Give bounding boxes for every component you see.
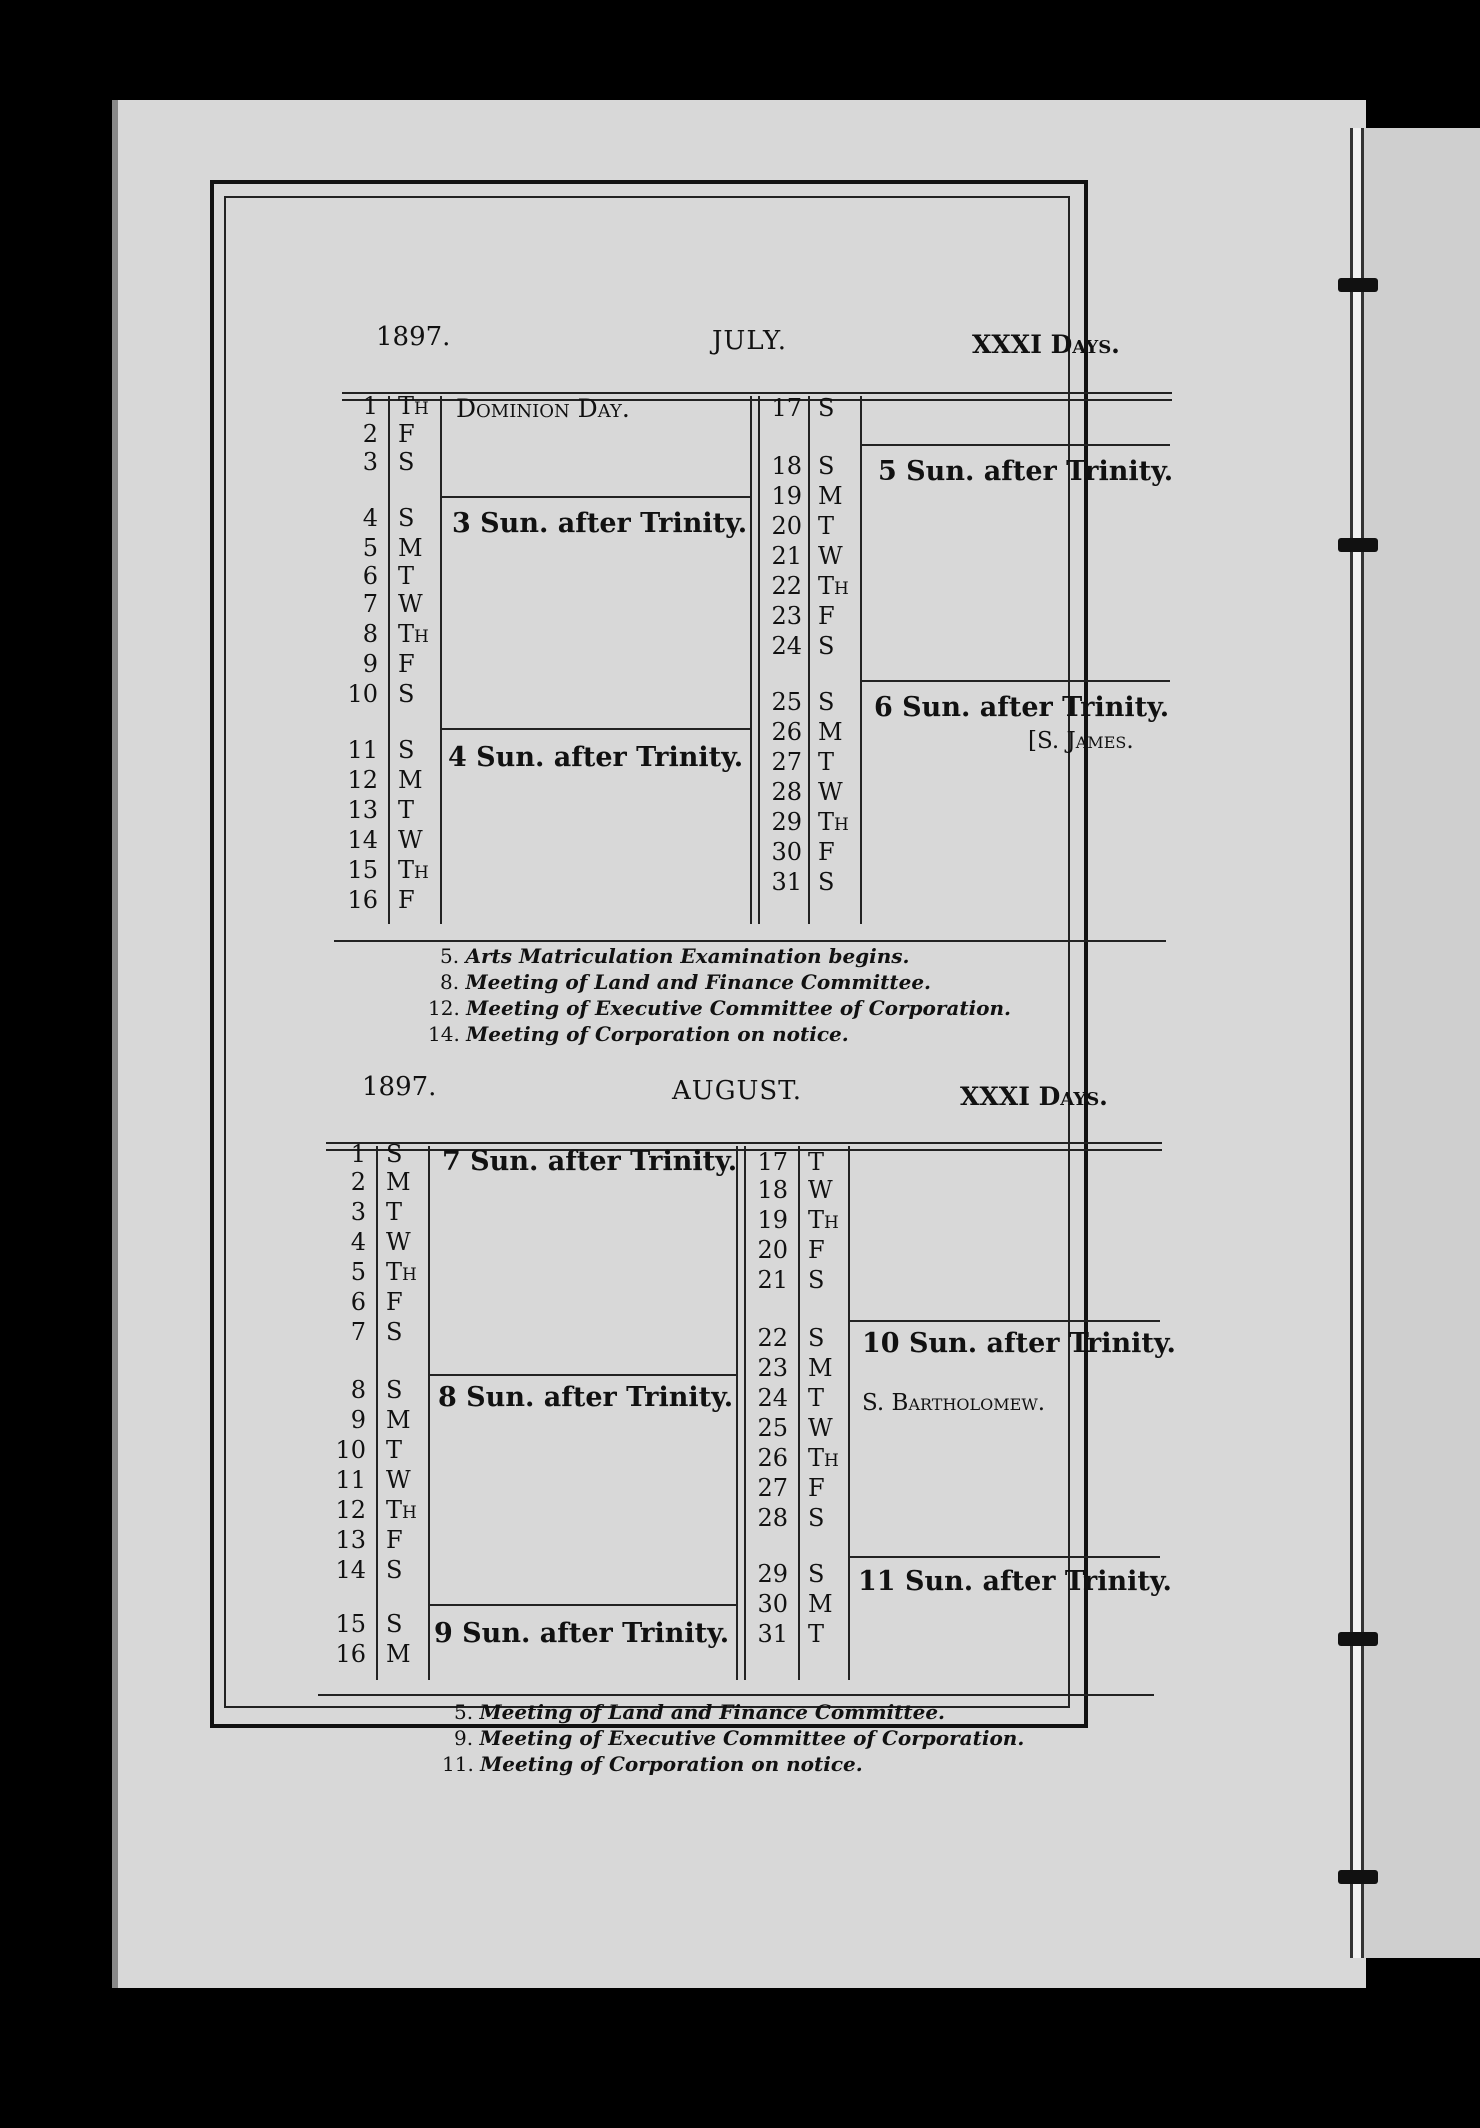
day-number: 1 xyxy=(362,392,378,420)
rule xyxy=(860,444,1170,446)
day-number: 3 xyxy=(350,1198,366,1226)
day-of-week: S xyxy=(818,394,835,422)
day-of-week: S xyxy=(818,688,835,716)
day-number: 30 xyxy=(771,838,802,866)
august-entry-sunday-1: 7 Sun. after Trinity. xyxy=(442,1146,738,1177)
rule xyxy=(758,396,760,924)
day-number: 26 xyxy=(771,718,802,746)
day-number: 7 xyxy=(350,1318,366,1346)
day-of-week: S xyxy=(398,680,415,708)
rule xyxy=(388,396,390,924)
day-of-week: T xyxy=(808,1148,825,1176)
day-number: 9 xyxy=(350,1406,366,1434)
rule xyxy=(440,396,442,924)
day-number: 14 xyxy=(347,826,378,854)
day-number: 19 xyxy=(757,1206,788,1234)
day-number: 27 xyxy=(757,1474,788,1502)
july-note: 5. Arts Matriculation Examination begins. xyxy=(440,944,910,968)
day-of-week: Th xyxy=(398,856,429,884)
day-number: 18 xyxy=(757,1176,788,1204)
binding-stitch xyxy=(1338,538,1378,552)
day-of-week: F xyxy=(386,1526,403,1554)
july-note: 12. Meeting of Executive Committee of Corporation. xyxy=(428,996,1012,1020)
august-year: 1897. xyxy=(362,1072,437,1102)
rule xyxy=(744,1146,746,1680)
day-of-week: F xyxy=(808,1236,825,1264)
day-of-week: T xyxy=(386,1436,403,1464)
day-number: 18 xyxy=(771,452,802,480)
day-number: 14 xyxy=(335,1556,366,1584)
day-number: 6 xyxy=(350,1288,366,1316)
july-entry-sunday-4: 3 Sun. after Trinity. xyxy=(452,508,748,539)
july-days-count: XXXI Days. xyxy=(972,330,1120,359)
day-of-week: S xyxy=(398,504,415,532)
day-of-week: S xyxy=(398,736,415,764)
day-number: 26 xyxy=(757,1444,788,1472)
rule xyxy=(808,396,810,924)
day-of-week: W xyxy=(386,1228,411,1256)
august-note: 11. Meeting of Corporation on notice. xyxy=(442,1752,863,1776)
august-entry-st-bartholomew: S. Bartholomew. xyxy=(862,1390,1046,1416)
day-of-week: Th xyxy=(386,1496,417,1524)
day-of-week: Th xyxy=(818,572,849,600)
day-of-week: S xyxy=(386,1556,403,1584)
day-of-week: S xyxy=(386,1376,403,1404)
day-number: 25 xyxy=(757,1414,788,1442)
day-of-week: F xyxy=(818,838,835,866)
august-days-count: XXXI Days. xyxy=(960,1082,1108,1111)
day-number: 13 xyxy=(335,1526,366,1554)
day-number: 21 xyxy=(771,542,802,570)
day-of-week: S xyxy=(818,452,835,480)
day-number: 8 xyxy=(362,620,378,648)
day-of-week: W xyxy=(398,826,423,854)
day-number: 12 xyxy=(335,1496,366,1524)
day-number: 12 xyxy=(347,766,378,794)
day-of-week: Th xyxy=(386,1258,417,1286)
august-month-title: AUGUST. xyxy=(672,1076,802,1106)
august-entry-sunday-29: 11 Sun. after Trinity. xyxy=(858,1566,1172,1597)
day-number: 31 xyxy=(771,868,802,896)
rule xyxy=(440,496,750,498)
day-number: 19 xyxy=(771,482,802,510)
day-number: 22 xyxy=(771,572,802,600)
day-number: 29 xyxy=(771,808,802,836)
july-note: 8. Meeting of Land and Finance Committee. xyxy=(440,970,931,994)
july-month-title: JULY. xyxy=(712,326,788,356)
day-number: 23 xyxy=(757,1354,788,1382)
day-of-week: W xyxy=(386,1466,411,1494)
day-of-week: W xyxy=(818,778,843,806)
day-number: 17 xyxy=(771,394,802,422)
day-of-week: W xyxy=(808,1176,833,1204)
day-number: 6 xyxy=(362,562,378,590)
day-number: 11 xyxy=(335,1466,366,1494)
book-spine xyxy=(1350,128,1364,1958)
day-of-week: S xyxy=(386,1140,403,1168)
day-of-week: M xyxy=(808,1590,833,1618)
day-number: 16 xyxy=(335,1640,366,1668)
right-page xyxy=(1360,128,1480,1958)
binding-stitch xyxy=(1338,278,1378,292)
day-number: 10 xyxy=(335,1436,366,1464)
day-of-week: S xyxy=(818,868,835,896)
july-entry-dominion-day: Dominion Day. xyxy=(456,394,630,423)
day-number: 13 xyxy=(347,796,378,824)
day-number: 28 xyxy=(771,778,802,806)
day-of-week: T xyxy=(808,1620,825,1648)
august-note: 9. Meeting of Executive Committee of Corporation. xyxy=(454,1726,1025,1750)
day-number: 30 xyxy=(757,1590,788,1618)
day-number: 17 xyxy=(757,1148,788,1176)
day-number: 8 xyxy=(350,1376,366,1404)
rule xyxy=(848,1320,1160,1322)
rule xyxy=(326,1142,1162,1144)
day-of-week: T xyxy=(818,748,835,776)
rule xyxy=(428,1604,736,1606)
rule xyxy=(848,1556,1160,1558)
day-number: 15 xyxy=(347,856,378,884)
rule xyxy=(318,1694,1154,1696)
day-of-week: S xyxy=(808,1324,825,1352)
day-number: 4 xyxy=(362,504,378,532)
day-of-week: W xyxy=(398,590,423,618)
day-of-week: S xyxy=(808,1560,825,1588)
binding-stitch xyxy=(1338,1870,1378,1884)
day-of-week: W xyxy=(808,1414,833,1442)
day-of-week: S xyxy=(818,632,835,660)
day-number: 2 xyxy=(350,1168,366,1196)
day-number: 24 xyxy=(757,1384,788,1412)
day-of-week: S xyxy=(808,1504,825,1532)
day-of-week: S xyxy=(386,1318,403,1346)
day-of-week: F xyxy=(398,886,415,914)
rule xyxy=(440,728,750,730)
day-number: 2 xyxy=(362,420,378,448)
day-number: 9 xyxy=(362,650,378,678)
day-number: 20 xyxy=(771,512,802,540)
day-number: 10 xyxy=(347,680,378,708)
day-of-week: W xyxy=(818,542,843,570)
day-number: 27 xyxy=(771,748,802,776)
day-of-week: S xyxy=(386,1610,403,1638)
rule xyxy=(428,1146,430,1680)
day-of-week: M xyxy=(386,1640,411,1668)
day-number: 5 xyxy=(350,1258,366,1286)
day-number: 7 xyxy=(362,590,378,618)
day-of-week: T xyxy=(808,1384,825,1412)
day-of-week: F xyxy=(386,1288,403,1316)
day-number: 16 xyxy=(347,886,378,914)
day-number: 3 xyxy=(362,448,378,476)
day-of-week: S xyxy=(398,448,415,476)
july-entry-st-james: [S. James. xyxy=(1028,728,1134,754)
july-note: 14. Meeting of Corporation on notice. xyxy=(428,1022,849,1046)
day-of-week: M xyxy=(398,534,423,562)
rule xyxy=(848,1146,850,1680)
day-number: 24 xyxy=(771,632,802,660)
day-of-week: M xyxy=(808,1354,833,1382)
day-of-week: M xyxy=(386,1406,411,1434)
day-number: 25 xyxy=(771,688,802,716)
day-of-week: Th xyxy=(398,392,429,420)
day-of-week: Th xyxy=(808,1444,839,1472)
rule xyxy=(428,1374,736,1376)
day-of-week: F xyxy=(398,420,415,448)
day-number: 28 xyxy=(757,1504,788,1532)
day-of-week: T xyxy=(398,796,415,824)
day-number: 5 xyxy=(362,534,378,562)
day-of-week: Th xyxy=(808,1206,839,1234)
day-of-week: F xyxy=(808,1474,825,1502)
day-number: 22 xyxy=(757,1324,788,1352)
day-of-week: M xyxy=(818,482,843,510)
rule xyxy=(736,1146,738,1680)
day-of-week: F xyxy=(398,650,415,678)
day-of-week: T xyxy=(398,562,415,590)
rule xyxy=(750,396,752,924)
day-of-week: Th xyxy=(818,808,849,836)
rule xyxy=(334,940,1166,942)
day-of-week: Th xyxy=(398,620,429,648)
july-entry-sunday-25: 6 Sun. after Trinity. xyxy=(874,692,1170,723)
day-of-week: M xyxy=(398,766,423,794)
day-number: 21 xyxy=(757,1266,788,1294)
day-number: 29 xyxy=(757,1560,788,1588)
august-entry-sunday-22: 10 Sun. after Trinity. xyxy=(862,1328,1176,1359)
day-number: 20 xyxy=(757,1236,788,1264)
day-of-week: T xyxy=(386,1198,403,1226)
day-number: 23 xyxy=(771,602,802,630)
august-entry-sunday-8: 8 Sun. after Trinity. xyxy=(438,1382,734,1413)
rule xyxy=(798,1146,800,1680)
august-entry-sunday-15: 9 Sun. after Trinity. xyxy=(434,1618,730,1649)
day-number: 4 xyxy=(350,1228,366,1256)
rule xyxy=(860,680,1170,682)
july-year: 1897. xyxy=(376,322,451,352)
rule xyxy=(860,396,862,924)
day-of-week: M xyxy=(386,1168,411,1196)
august-note: 5. Meeting of Land and Finance Committee. xyxy=(454,1700,945,1724)
july-entry-sunday-11: 4 Sun. after Trinity. xyxy=(448,742,744,773)
day-of-week: T xyxy=(818,512,835,540)
rule xyxy=(376,1146,378,1680)
day-of-week: S xyxy=(808,1266,825,1294)
day-number: 11 xyxy=(347,736,378,764)
july-entry-sunday-18: 5 Sun. after Trinity. xyxy=(878,456,1174,487)
binding-stitch xyxy=(1338,1632,1378,1646)
day-of-week: F xyxy=(818,602,835,630)
day-number: 15 xyxy=(335,1610,366,1638)
day-number: 1 xyxy=(350,1140,366,1168)
day-number: 31 xyxy=(757,1620,788,1648)
day-of-week: M xyxy=(818,718,843,746)
